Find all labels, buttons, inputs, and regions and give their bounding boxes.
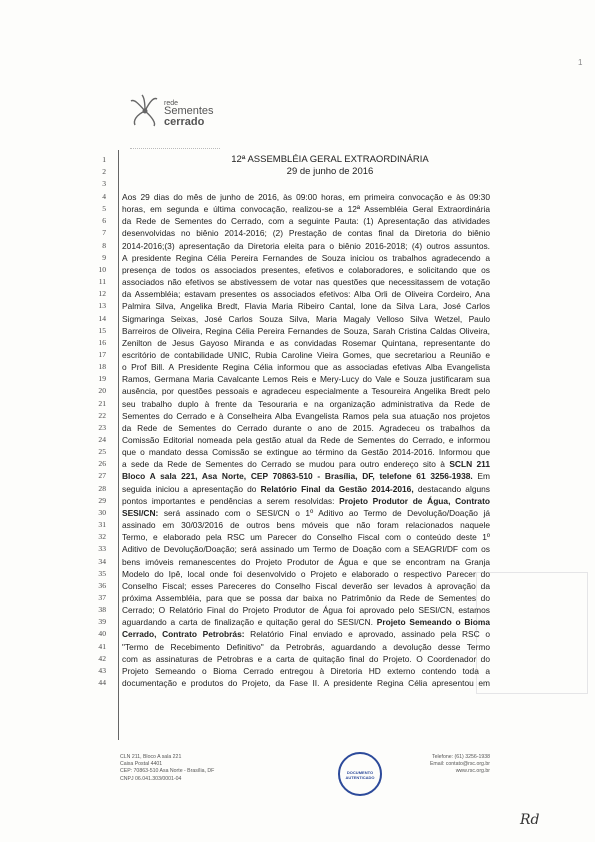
- body-text: Em: [472, 471, 490, 482]
- line-number: 5: [102, 204, 106, 214]
- logo: [128, 93, 238, 133]
- faded-stamp: [476, 572, 588, 694]
- body-text: Zenilton de Jesus Gayoso Miranda e as convidadas Rosemar Quintana, representante do: [122, 337, 490, 348]
- body-text: destacando alguns: [413, 483, 490, 494]
- body-text: seguida iniciou a apresentação do: [122, 483, 261, 494]
- line-number: 11: [98, 277, 106, 287]
- fold-mark: [130, 138, 220, 149]
- logo-text-cerrado: cerrado: [164, 116, 205, 128]
- body-line: [122, 361, 490, 373]
- footer-line: CNPJ 06.041.303/0001-04: [120, 775, 182, 782]
- body-line: [122, 422, 490, 434]
- body-line: [122, 665, 490, 677]
- body-text: ausência, por questões pessoais e agradeceu especialmente a Tesoureira Angelika Bredt pelo: [122, 386, 490, 397]
- line-number: 12: [98, 289, 106, 299]
- body-line: [122, 653, 490, 665]
- body-text: desenvolvidas no biênio 2014-2016; (2) Prestação de contas final da Diretoria do biênio: [122, 228, 490, 239]
- body-line: [122, 398, 490, 410]
- body-text: presença de todos os associados presentes, efetivos e colaboradores, e solicitando que os: [122, 264, 490, 275]
- footer-contact: [395, 754, 490, 776]
- logo-text-sementes: Sementes: [164, 105, 214, 117]
- body-bold-text: Bloco A sala 221, Asa Norte, CEP 70863-510 - Brasília, DF, telefone 61 3256-1938.: [122, 471, 473, 482]
- line-number: 24: [98, 435, 106, 444]
- body-text: Termo, e elaborado pela RSC um Parecer do Conselho Fiscal com o conteúdo deste 1º: [122, 532, 490, 543]
- line-number: 22: [98, 410, 106, 420]
- footer-line: www.rsc.org.br: [455, 768, 490, 775]
- line-number: 37: [98, 592, 106, 602]
- body-text: da Rede de Sementes do Cerrado durante o ano de 2015. Agradeceu os trabalhos da: [122, 422, 490, 433]
- body-text: Aos 29 dias do mês de junho de 2016, às 09:00 horas, em primeira convocação e às 09:30: [122, 192, 490, 202]
- line-number: 2: [102, 167, 106, 176]
- footer-line: Caixa Postal 4401: [120, 761, 163, 768]
- body-line: [122, 556, 490, 568]
- line-number: 7: [102, 228, 106, 238]
- body-line: [122, 616, 490, 628]
- line-number: 8: [102, 240, 106, 250]
- body-line: [122, 410, 490, 422]
- body-line: [122, 677, 490, 689]
- line-number: 4: [102, 192, 106, 201]
- body-bold-text: Projeto Semeando o Bioma: [376, 617, 490, 628]
- seed-logo-icon: [128, 93, 162, 129]
- line-number: 17: [98, 349, 106, 359]
- line-number: 34: [98, 556, 106, 566]
- body-line: [122, 313, 490, 325]
- body-text: associados não efetivos se abstivessem de votar nas questões que necessitassem de votação: [122, 277, 490, 288]
- body-text: Aditivo de Devolução/Doação; será assinado um Termo de Doação com a SEAGRI/DF com os: [122, 544, 490, 555]
- body-line: [122, 337, 490, 349]
- body-line: [122, 604, 490, 616]
- line-number: 15: [98, 325, 106, 335]
- line-number: 39: [98, 617, 106, 627]
- line-number: 10: [98, 264, 106, 274]
- body-line: [122, 470, 490, 482]
- body-line: [122, 446, 490, 458]
- line-number: 6: [102, 216, 106, 226]
- line-number: 25: [98, 447, 106, 457]
- line-number: 27: [98, 471, 106, 481]
- footer-line: CLN 211, Bloco A sala 221: [120, 754, 182, 760]
- body-line: [122, 458, 490, 470]
- footer-address: [120, 754, 214, 783]
- body-text: Sementes do Cerrado e à Conselheira Alba Evangelista Ramos pela sua atuação nos projetos: [122, 410, 490, 421]
- body-line: [122, 495, 490, 507]
- line-number: 35: [98, 568, 106, 578]
- body-line: [122, 252, 490, 264]
- line-number: 20: [98, 386, 106, 396]
- body-text: seu trabalho duplo à frente da Tesouraria e na organização administrativa da Rede de: [122, 398, 490, 409]
- body-text: próxima Assembléia, para que se possa dar baixa no Patrimônio da Rede de Sementes do: [122, 592, 490, 603]
- line-number: 44: [98, 678, 106, 687]
- body-line: [122, 434, 490, 446]
- body-bold-text: SESI/CN:: [122, 507, 159, 518]
- line-number: 41: [98, 641, 106, 651]
- body-line: [122, 373, 490, 385]
- authentication-seal: [338, 752, 382, 796]
- body-line: [122, 300, 490, 312]
- body-text: Palmira Silva, Angelika Bredt, Flavia Maria Ribeiro Cantal, Ione da Silva Lara, José Carlos: [122, 301, 490, 312]
- body-text: o Prof Bill. A Presidente Regina Célia informou que as associadas efetivas Alba Evangelista: [122, 362, 490, 373]
- footer-line: Email: contato@rsc.org.br: [429, 761, 490, 768]
- document-date: 29 de junho de 2016: [286, 166, 374, 177]
- body-text: da Assembléia; estavam presentes os associados efetivos: Alba Orli de Oliveira Cordeiro, Ana: [122, 289, 490, 300]
- line-number: 28: [98, 483, 106, 493]
- line-number: 13: [98, 301, 106, 311]
- body-text: bens imóveis remanescentes do Projeto Produtor de Água e que se encontram na Granja: [122, 556, 490, 567]
- body-bold-text: Projeto Produtor de Água, Contrato: [339, 495, 490, 506]
- seal-text: DOCUMENTO AUTENTICADO: [345, 770, 375, 780]
- footer-line: CEP: 70863-510 Asa Norte - Brasília, DF: [120, 768, 215, 775]
- body-line: [122, 519, 490, 531]
- body-line: [122, 264, 490, 276]
- body-text: Conselho Fiscal; esses Pareceres do Conselho Fiscal deverão ser levados à aprovação da: [122, 580, 490, 591]
- body-line: [122, 592, 490, 604]
- body-text: 2014-2016;(3) apresentação da Diretoria eleita para o biênio 2016-2018; (4) outros assuntos.: [122, 240, 490, 251]
- logo-text-rede: rede: [164, 100, 179, 107]
- line-number: 3: [102, 179, 106, 188]
- body-line: [122, 191, 490, 203]
- body-line: [122, 325, 490, 337]
- body-line: [122, 349, 490, 361]
- body-line: [122, 568, 490, 580]
- body-text: A presidente Regina Célia Pereira Fernandes de Souza iniciou os trabalhos agradecendo a: [122, 252, 490, 263]
- line-number: 18: [98, 362, 106, 372]
- footer-line: Telefone: (61) 3256-1938: [432, 754, 490, 760]
- body-bold-text: Cerrado, Contrato Petrobrás:: [122, 629, 245, 640]
- body-text: Relatório Final enviado e aprovado, assinado pela RSC o: [244, 629, 490, 640]
- body-line: [122, 227, 490, 239]
- body-text: Modelo do Ipê, local onde foi desenvolvido o Projeto e elaborado o respectivo Parecer do: [122, 568, 490, 579]
- line-number: 26: [98, 459, 106, 469]
- line-number: 1: [102, 155, 106, 164]
- body-line: [122, 483, 490, 495]
- line-number: 40: [98, 629, 106, 639]
- body-text: Cerrado; O Relatório Final do Projeto Produtor de Água foi aprovado pelo SESI/CN, estamos: [122, 605, 490, 616]
- line-number: 33: [98, 544, 106, 554]
- body-text: aguardando a carta de finalização e quitação geral do SESI/CN.: [122, 617, 377, 628]
- line-number: 19: [98, 374, 106, 384]
- body-text: Projeto Semeando o Bioma Cerrado entregou à Diretoria HD externo contendo toda a: [122, 665, 490, 676]
- document-title: 12ª ASSEMBLÉIA GERAL EXTRAORDINÁRIA: [231, 154, 429, 165]
- body-line: [122, 543, 490, 555]
- body-text: documentação e produtos do Projeto, da Fase II. A presidente Regina Célia apresentou em: [122, 678, 490, 688]
- initials-signature: Rd: [520, 812, 540, 828]
- line-number: 38: [98, 605, 106, 615]
- body-line: [122, 641, 490, 653]
- body-text: horas, em segunda e última convocação, realizou-se a 12ª Assembléia Geral Extraordinária: [122, 204, 490, 215]
- body-text: com as assinaturas de Petrobras e a carta de quitação final do Projeto. O Coordenador do: [122, 653, 490, 664]
- line-number: 23: [98, 422, 106, 432]
- body-line: [122, 628, 490, 640]
- body-text: será assinado com o SESI/CN o 1º Aditivo ao Termo de Devolução/Doação já: [158, 507, 490, 518]
- body-line: [122, 215, 490, 227]
- body-text: Barreiros de Oliveira, Regina Célia Pereira Fernandes de Souza, Sarah Cristina Caldas Oliveira,: [122, 325, 490, 336]
- line-number: 42: [98, 653, 106, 663]
- page-mark: 1: [578, 58, 583, 67]
- line-number: 32: [98, 532, 106, 542]
- body-line: [122, 580, 490, 592]
- margin-rule: [118, 150, 119, 740]
- body-line: [122, 276, 490, 288]
- line-number: 29: [98, 495, 106, 505]
- body-text: pontos importantes e pendências a serem resolvidas:: [122, 495, 340, 506]
- body-text: "Termo de Recebimento Definitivo" da Petrobrás, aguardando a devolução desse Termo: [122, 641, 490, 652]
- body-text: da Rede de Sementes do Cerrado, com a seguinte Pauta: (1) Apresentação das atividades: [122, 216, 490, 227]
- body-text: a sede da Rede de Sementes do Cerrado se mudou para outro endereço sito à: [122, 459, 450, 470]
- line-number: 30: [98, 507, 106, 517]
- body-bold-text: SCLN 211: [449, 459, 490, 470]
- body-bold-text: Relatório Final da Gestão 2014-2016,: [260, 483, 414, 494]
- body-line: [122, 385, 490, 397]
- body-text: escritório de contabilidade UNIC, Rubia Caroline Vieira Gomes, que secretariou a Reunião e: [122, 349, 490, 360]
- body-text: que o mandato dessa Comissão se extingue ao término da Gestão 2014-2016. Informou que: [122, 447, 490, 458]
- line-number: 43: [98, 665, 106, 675]
- line-number: 9: [102, 252, 106, 262]
- line-number: 31: [98, 520, 106, 530]
- body-text: Ramos, Germana Maria Cavalcante Lemos Reis e Mery-Lucy do Vale e Souza justificaram sua: [122, 374, 490, 385]
- body-line: [122, 203, 490, 215]
- body-line: [122, 288, 490, 300]
- line-number: 16: [98, 337, 106, 347]
- body-line: [122, 240, 490, 252]
- line-number: 14: [98, 313, 106, 323]
- body-text: Comissão Editorial nomeada pela gestão atual da Rede de Sementes do Cerrado, e informou: [122, 435, 490, 445]
- line-number: 21: [98, 398, 106, 408]
- body-line: [122, 531, 490, 543]
- line-number: 36: [98, 580, 106, 590]
- body-text: assinado em 30/03/2016 de outros bens móveis que não foram relacionados naquele: [122, 520, 490, 531]
- body-text: Sigmaringa Seixas, José Carlos Souza Silva, Maria Magaly Velloso Silva Wetzel, Paulo: [122, 313, 490, 324]
- body-line: [122, 507, 490, 519]
